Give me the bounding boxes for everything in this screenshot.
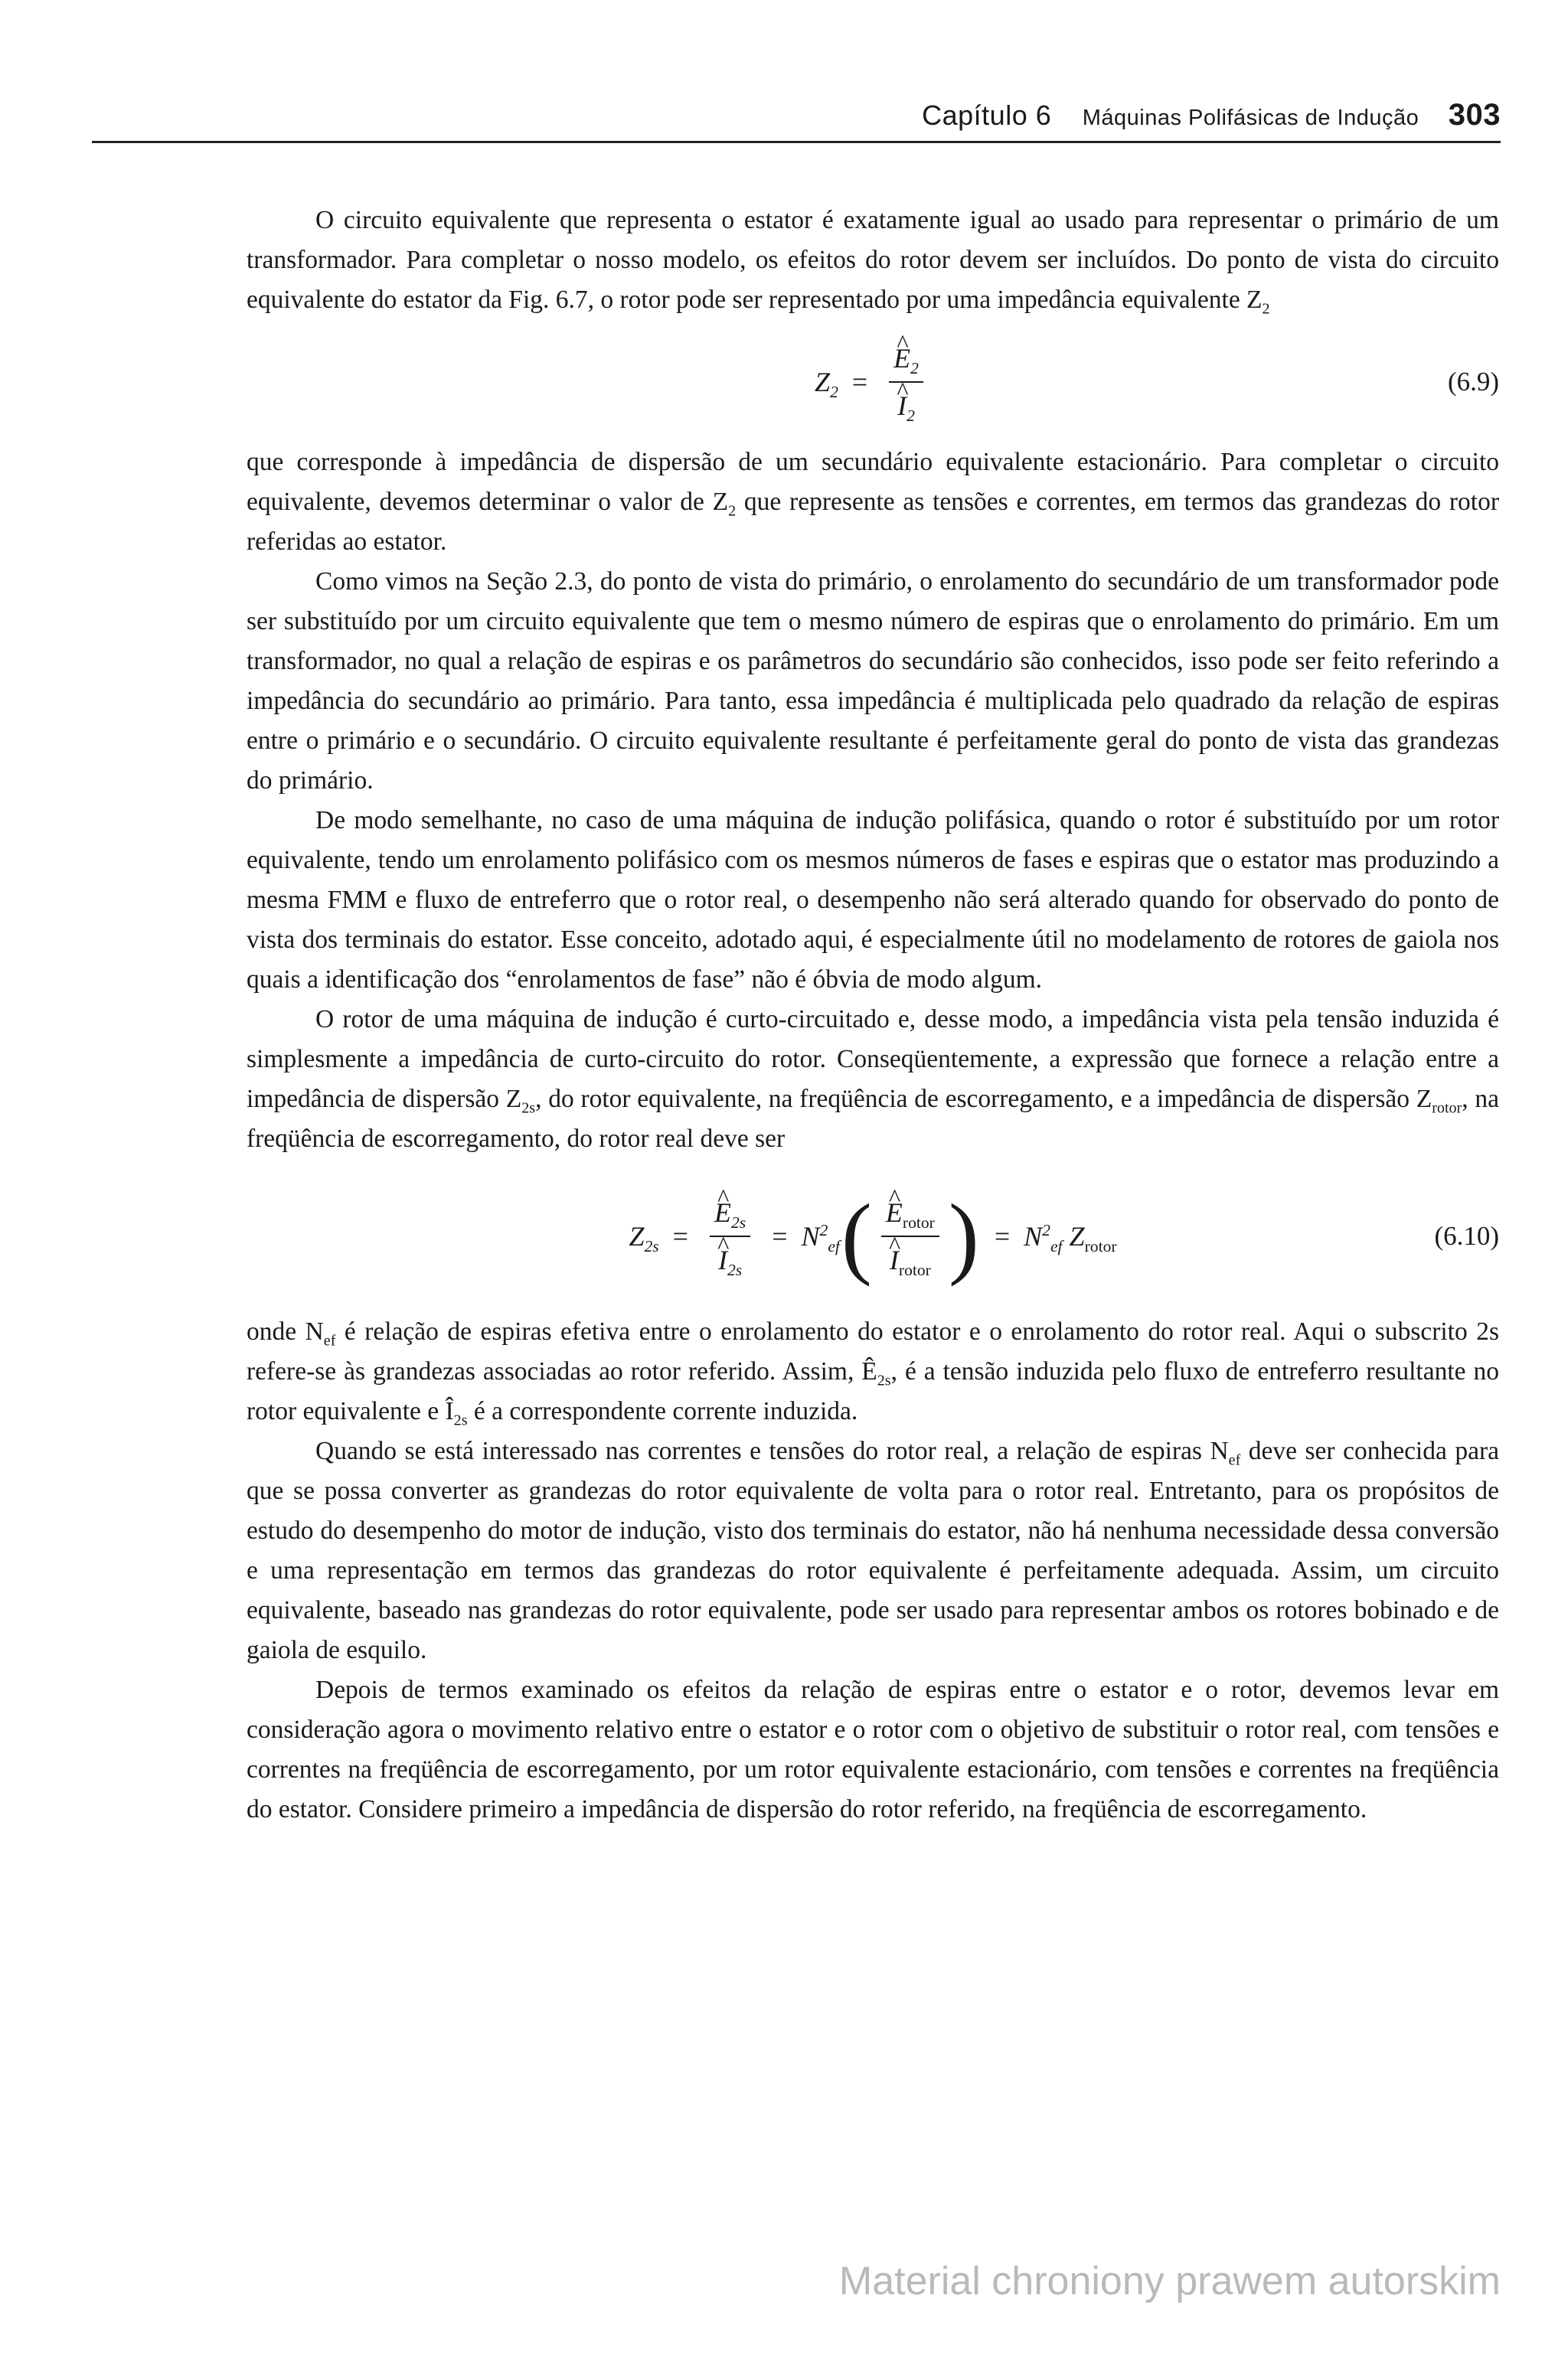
header-chapter: Capítulo 6: [922, 100, 1052, 131]
fraction: ^ $E_{rotor}$ ^ $I_{rotor}$: [881, 1193, 939, 1280]
equation-6-9: [247, 325, 1499, 439]
running-header: [92, 95, 1501, 143]
header-text: [922, 98, 1501, 132]
page-body: [247, 201, 1499, 1830]
page-number: 303: [1448, 98, 1501, 132]
paragraph-2: que corresponde à impedância de dispersão de um secundário equivalente estacionário. Para completar o circuito equivalente, devemos determinar o valor de $Z_2$ que represente as tensões e correntes, em termos das grandezas do rotor referidas ao estator.: [247, 448, 1500, 556]
equation-6-10: [247, 1164, 1499, 1309]
paragraph-4: De modo semelhante, no caso de uma máquina de indução polifásica, quando o rotor é substituído por um rotor equivalente, tendo um enrolamento polifásico com os mesmos números de fases e espiras que o estator mas produzindo a mesma FMM e fluxo de entreferro que o rotor real, o desempenho não será alterado quando for observado do ponto de vista dos terminais do estator. Esse conceito, adotado aqui, é especialmente útil no modelamento de rotores de gaiola nos quais a identificação dos “enrolamentos de fase” não é óbvia de modo algum.: [247, 806, 1499, 994]
paragraph-5: O rotor de uma máquina de indução é curto-circuitado e, desse modo, a impedância vista pela tensão induzida é simplesmente a impedância de curto-circuito do rotor. Conseqüentemente, a expressão que fornece a relação entre a impedância de dispersão $Z_{2s}$, do rotor equivalente, na freqüência de escorregamento, e a impedância de dispersão $Z_{rotor}$, na freqüência de escorregamento, do rotor real deve ser: [247, 1005, 1499, 1153]
paragraph-1: O circuito equivalente que representa o estator é exatamente igual ao usado para representar o primário de um transformador. Para completar o nosso modelo, os efeitos do rotor devem ser incluídos. Do ponto de vista do circuito equivalente do estator da Fig. 6.7, o rotor pode ser representado por uma impedância equivalente $Z_2$: [247, 206, 1499, 318]
equation-6-9-body: $Z_2$ = ^ $E_2$ ^ $I_2$: [247, 325, 1499, 439]
left-paren: (: [841, 1185, 872, 1287]
paragraph-6: onde $N_{ef}$ é relação de espiras efetiva entre o enrolamento do estator e o enrolamento do rotor real. Aqui o subscrito 2s refere-se às grandezas associadas ao rotor referido. Assim, $Ê_{2s}$, é a tensão induzida pelo fluxo de entreferro resultante no rotor equivalente e $Î_{2s}$ é a correspondente corrente induzida.: [247, 1317, 1500, 1429]
header-title: Máquinas Polifásicas de Indução: [1082, 106, 1419, 130]
equation-number: (6.10): [1434, 1221, 1499, 1251]
fraction: ^ $E_2$ ^ $I_2$: [889, 338, 923, 426]
copyright-watermark: Material chroniony prawem autorskim: [838, 2259, 1501, 2303]
right-paren: ): [948, 1185, 979, 1287]
equation-number: (6.9): [1447, 367, 1499, 397]
paragraph-8: Depois de termos examinado os efeitos da relação de espiras entre o estator e o rotor, devemos levar em consideração agora o movimento relativo entre o estator e o rotor com o objetivo de substituir o rotor real, com tensões e correntes na freqüência de escorregamento, por um rotor equivalente estacionário, com tensões e correntes na freqüência do estator. Considere primeiro a impedância de dispersão do rotor referido, na freqüência de escorregamento.: [247, 1676, 1499, 1823]
paragraph-7: Quando se está interessado nas correntes e tensões do rotor real, a relação de espiras $N_{ef}$ deve ser conhecida para que se possa converter as grandezas do rotor equivalente de volta para o rotor real. Entretanto, para os propósitos de estudo do desempenho do motor de indução, visto dos terminais do estator, não há nenhuma necessidade dessa conversão e uma representação em termos das grandezas do rotor equivalente é perfeitamente adequada. Assim, um circuito equivalente, baseado nas grandezas do rotor equivalente, pode ser usado para representar ambos os rotores bobinado e de gaiola de esquilo.: [247, 1437, 1499, 1664]
fraction: ^ $E_{2s}$ ^ $I_{2s}$: [710, 1193, 750, 1280]
paragraph-3: Como vimos na Seção 2.3, do ponto de vista do primário, o enrolamento do secundário de um transformador pode ser substituído por um circuito equivalente que tem o mesmo número de espiras que o enrolamento do primário. Em um transformador, no qual a relação de espiras e os parâmetros do secundário são conhecidos, isso pode ser feito referindo a impedância do secundário ao primário. Para tanto, essa impedância é multiplicada pelo quadrado da relação de espiras entre o primário e o secundário. O circuito equivalente resultante é perfeitamente geral do ponto de vista das grandezas do primário.: [247, 567, 1499, 795]
equation-6-10-body: $Z_{2s}$ = ^ $E_{2s}$ ^ $I_{2s}$ = $N^2_{ef}$ ( ^ $E_{rotor}$ ^ $I_{rotor}$ ) = $N^2_{ef}$ $Z_{rotor}$: [247, 1164, 1499, 1309]
